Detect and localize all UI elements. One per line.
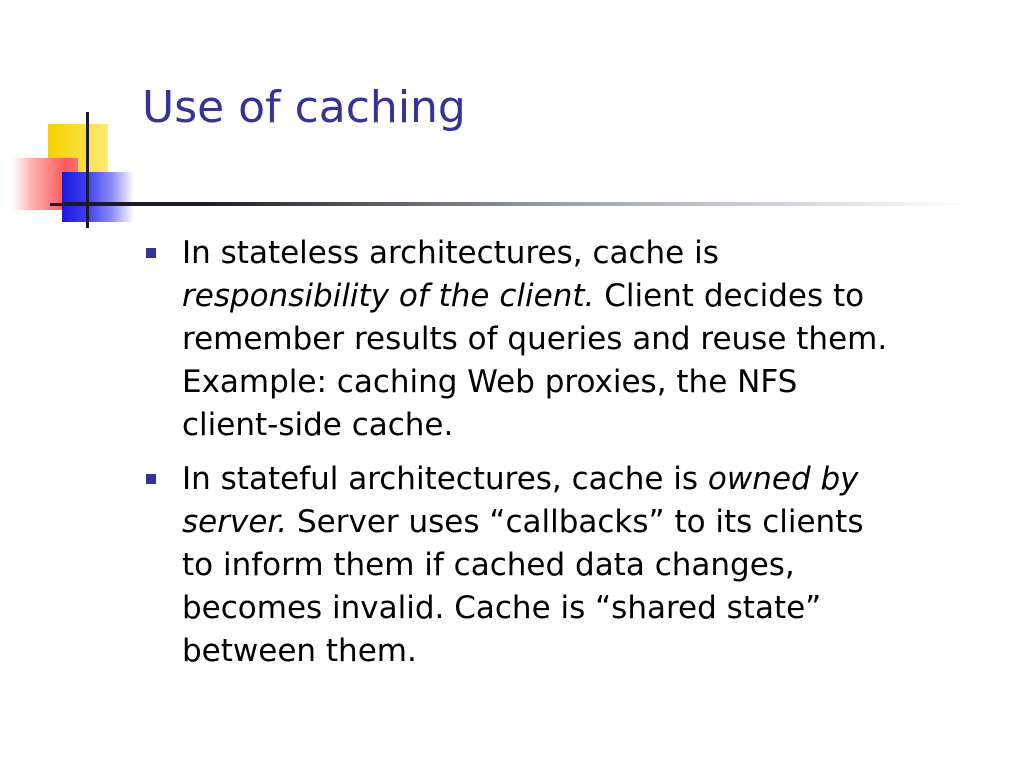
bullet-line bbox=[182, 630, 1002, 673]
text-run-italic: owned by bbox=[707, 461, 859, 497]
text-run: to inform them if cached data changes, bbox=[182, 547, 795, 583]
bullet-line bbox=[182, 404, 1002, 447]
bullet-square-icon bbox=[146, 474, 156, 484]
bullet-line bbox=[182, 544, 1002, 587]
logo-vertical-line bbox=[86, 112, 89, 228]
bullet-line bbox=[182, 318, 1002, 361]
text-run: In stateless architectures, cache is bbox=[182, 235, 719, 271]
bullet-square-icon bbox=[146, 248, 156, 258]
logo-blue-square bbox=[62, 172, 134, 222]
bullet-line bbox=[182, 501, 1002, 544]
text-run: remember results of queries and reuse them. bbox=[182, 321, 888, 357]
text-run: Client decides to bbox=[594, 278, 865, 314]
text-run: In stateful architectures, cache is bbox=[182, 461, 708, 497]
slide-title: Use of caching bbox=[142, 82, 466, 133]
text-run: Example: caching Web proxies, the NFS bbox=[182, 364, 798, 400]
bullet-line bbox=[182, 361, 1002, 404]
bullet-line bbox=[182, 232, 1002, 275]
bullet-text bbox=[182, 232, 1002, 447]
text-run-italic: responsibility of the client. bbox=[182, 278, 595, 314]
bullet-line bbox=[182, 275, 1002, 318]
text-run: between them. bbox=[182, 633, 417, 669]
text-run: client-side cache. bbox=[182, 407, 454, 443]
title-underline-rule bbox=[64, 202, 964, 206]
text-run-italic: server. bbox=[182, 504, 288, 540]
bullet-line bbox=[182, 458, 1002, 501]
text-run: becomes invalid. Cache is “shared state” bbox=[182, 590, 822, 626]
text-run: Server uses “callbacks” to its clients bbox=[287, 504, 864, 540]
bullet-text bbox=[182, 458, 1002, 673]
bullet-line bbox=[182, 587, 1002, 630]
